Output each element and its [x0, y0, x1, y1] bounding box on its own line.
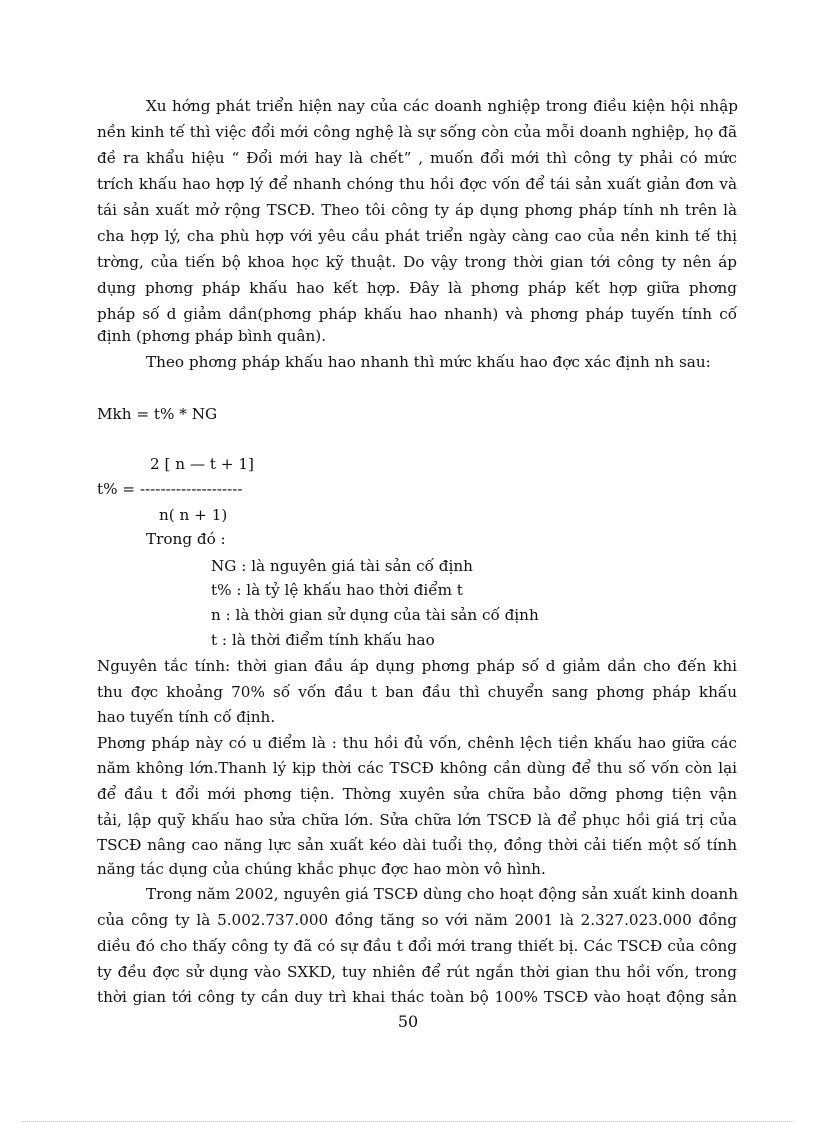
paragraph-5-line: thời gian tới công ty cần duy trì khai thác toàn bộ 100% TSCĐ vào hoạt động sản	[97, 988, 737, 1006]
paragraph-4-line: tải, lập quỹ khấu hao sửa chữa lớn. Sửa chữa lớn TSCĐ là để phục hồi giá trị của	[97, 811, 737, 829]
paragraph-1-line: định (phơng pháp bình quân).	[97, 327, 327, 345]
definition-item: NG : là nguyên giá tài sản cố định	[211, 557, 473, 575]
paragraph-4-line: để đầu t đổi mới phơng tiện. Thờng xuyên sửa chữa bảo dỡng phơng tiện vận	[97, 785, 737, 803]
paragraph-1-line: dụng phơng pháp khấu hao kết hợp. Đây là phơng pháp kết hợp giữa phơng	[97, 279, 737, 297]
formula-mkh: Mkh = t% * NG	[97, 405, 218, 423]
definition-item: t% : là tỷ lệ khấu hao thời điểm t	[211, 581, 463, 599]
paragraph-4-line: năm không lớn.Thanh lý kịp thời các TSCĐ không cần dùng để thu số vốn còn lại	[97, 759, 737, 777]
paragraph-5-line: ty đều đợc sử dụng vào SXKD, tuy nhiên để rút ngắn thời gian thu hồi vốn, trong	[97, 963, 737, 981]
paragraph-2: Theo phơng pháp khấu hao nhanh thì mức khấu hao đợc xác định nh sau:	[146, 353, 711, 371]
paragraph-1-line: đề ra khẩu hiệu “ Đổi mới hay là chết” , muốn đổi mới thì công ty phải có mức	[97, 149, 737, 167]
paragraph-5-line: của công ty là 5.002.737.000 đồng tăng so với năm 2001 là 2.327.023.000 đồng	[97, 911, 737, 929]
paragraph-3-line: hao tuyến tính cố định.	[97, 708, 276, 726]
paragraph-1-line: trích khấu hao hợp lý để nhanh chóng thu hồi đợc vốn để tái sản xuất giản đơn và	[97, 175, 737, 193]
paragraph-1-line: Xu hớng phát triển hiện nay của các doanh nghiệp trong điều kiện hội nhập	[146, 97, 738, 115]
paragraph-4-line: năng tác dụng của chúng khắc phục đợc hao mòn vô hình.	[97, 860, 546, 878]
page-number: 50	[397, 1012, 419, 1031]
paragraph-1-line: cha hợp lý, cha phù hợp với yêu cầu phát triển ngày càng cao của nền kinh tế thị	[97, 227, 737, 245]
paragraph-4-line: TSCĐ nâng cao năng lực sản xuất kéo dài tuổi thọ, đồng thời cải tiến một số tính	[97, 836, 737, 854]
formula-denominator: n( n + 1)	[159, 506, 228, 524]
paragraph-1-line: trờng, của tiến bộ khoa học kỹ thuật. Do vậy trong thời gian tới công ty nên áp	[97, 253, 737, 271]
page-bottom-divider	[22, 1121, 794, 1122]
paragraph-4-line: Phơng pháp này có u điểm là : thu hồi đủ vốn, chênh lệch tiền khấu hao giữa các	[97, 734, 737, 752]
definition-item: t : là thời điểm tính khấu hao	[211, 631, 435, 649]
paragraph-5-line: Trong năm 2002, nguyên giá TSCĐ dùng cho hoạt động sản xuất kinh doanh	[146, 885, 738, 903]
paragraph-5-line: diều đó cho thấy công ty đã có sự đầu t đổi mới trang thiết bị. Các TSCĐ của công	[97, 937, 737, 955]
definition-item: n : là thời gian sử dụng của tài sản cố định	[211, 606, 539, 624]
paragraph-3-line: Nguyên tắc tính: thời gian đầu áp dụng phơng pháp số d giảm dần cho đến khi	[97, 657, 737, 675]
paragraph-1-line: tái sản xuất mở rộng TSCĐ. Theo tôi công ty áp dụng phơng pháp tính nh trên là	[97, 201, 737, 219]
formula-fraction-line: t% = --------------------	[97, 480, 243, 498]
formula-numerator: 2 [ n — t + 1]	[150, 455, 254, 473]
where-label: Trong đó :	[146, 530, 226, 548]
paragraph-1-line: nền kinh tế thì việc đổi mới công nghệ là sự sống còn của mỗi doanh nghiệp, họ đã	[97, 123, 737, 141]
paragraph-3-line: thu đợc khoảng 70% số vốn đầu t ban đầu thì chuyển sang phơng pháp khấu	[97, 683, 737, 701]
paragraph-1-line: pháp số d giảm dần(phơng pháp khấu hao nhanh) và phơng pháp tuyến tính cố	[97, 305, 737, 323]
